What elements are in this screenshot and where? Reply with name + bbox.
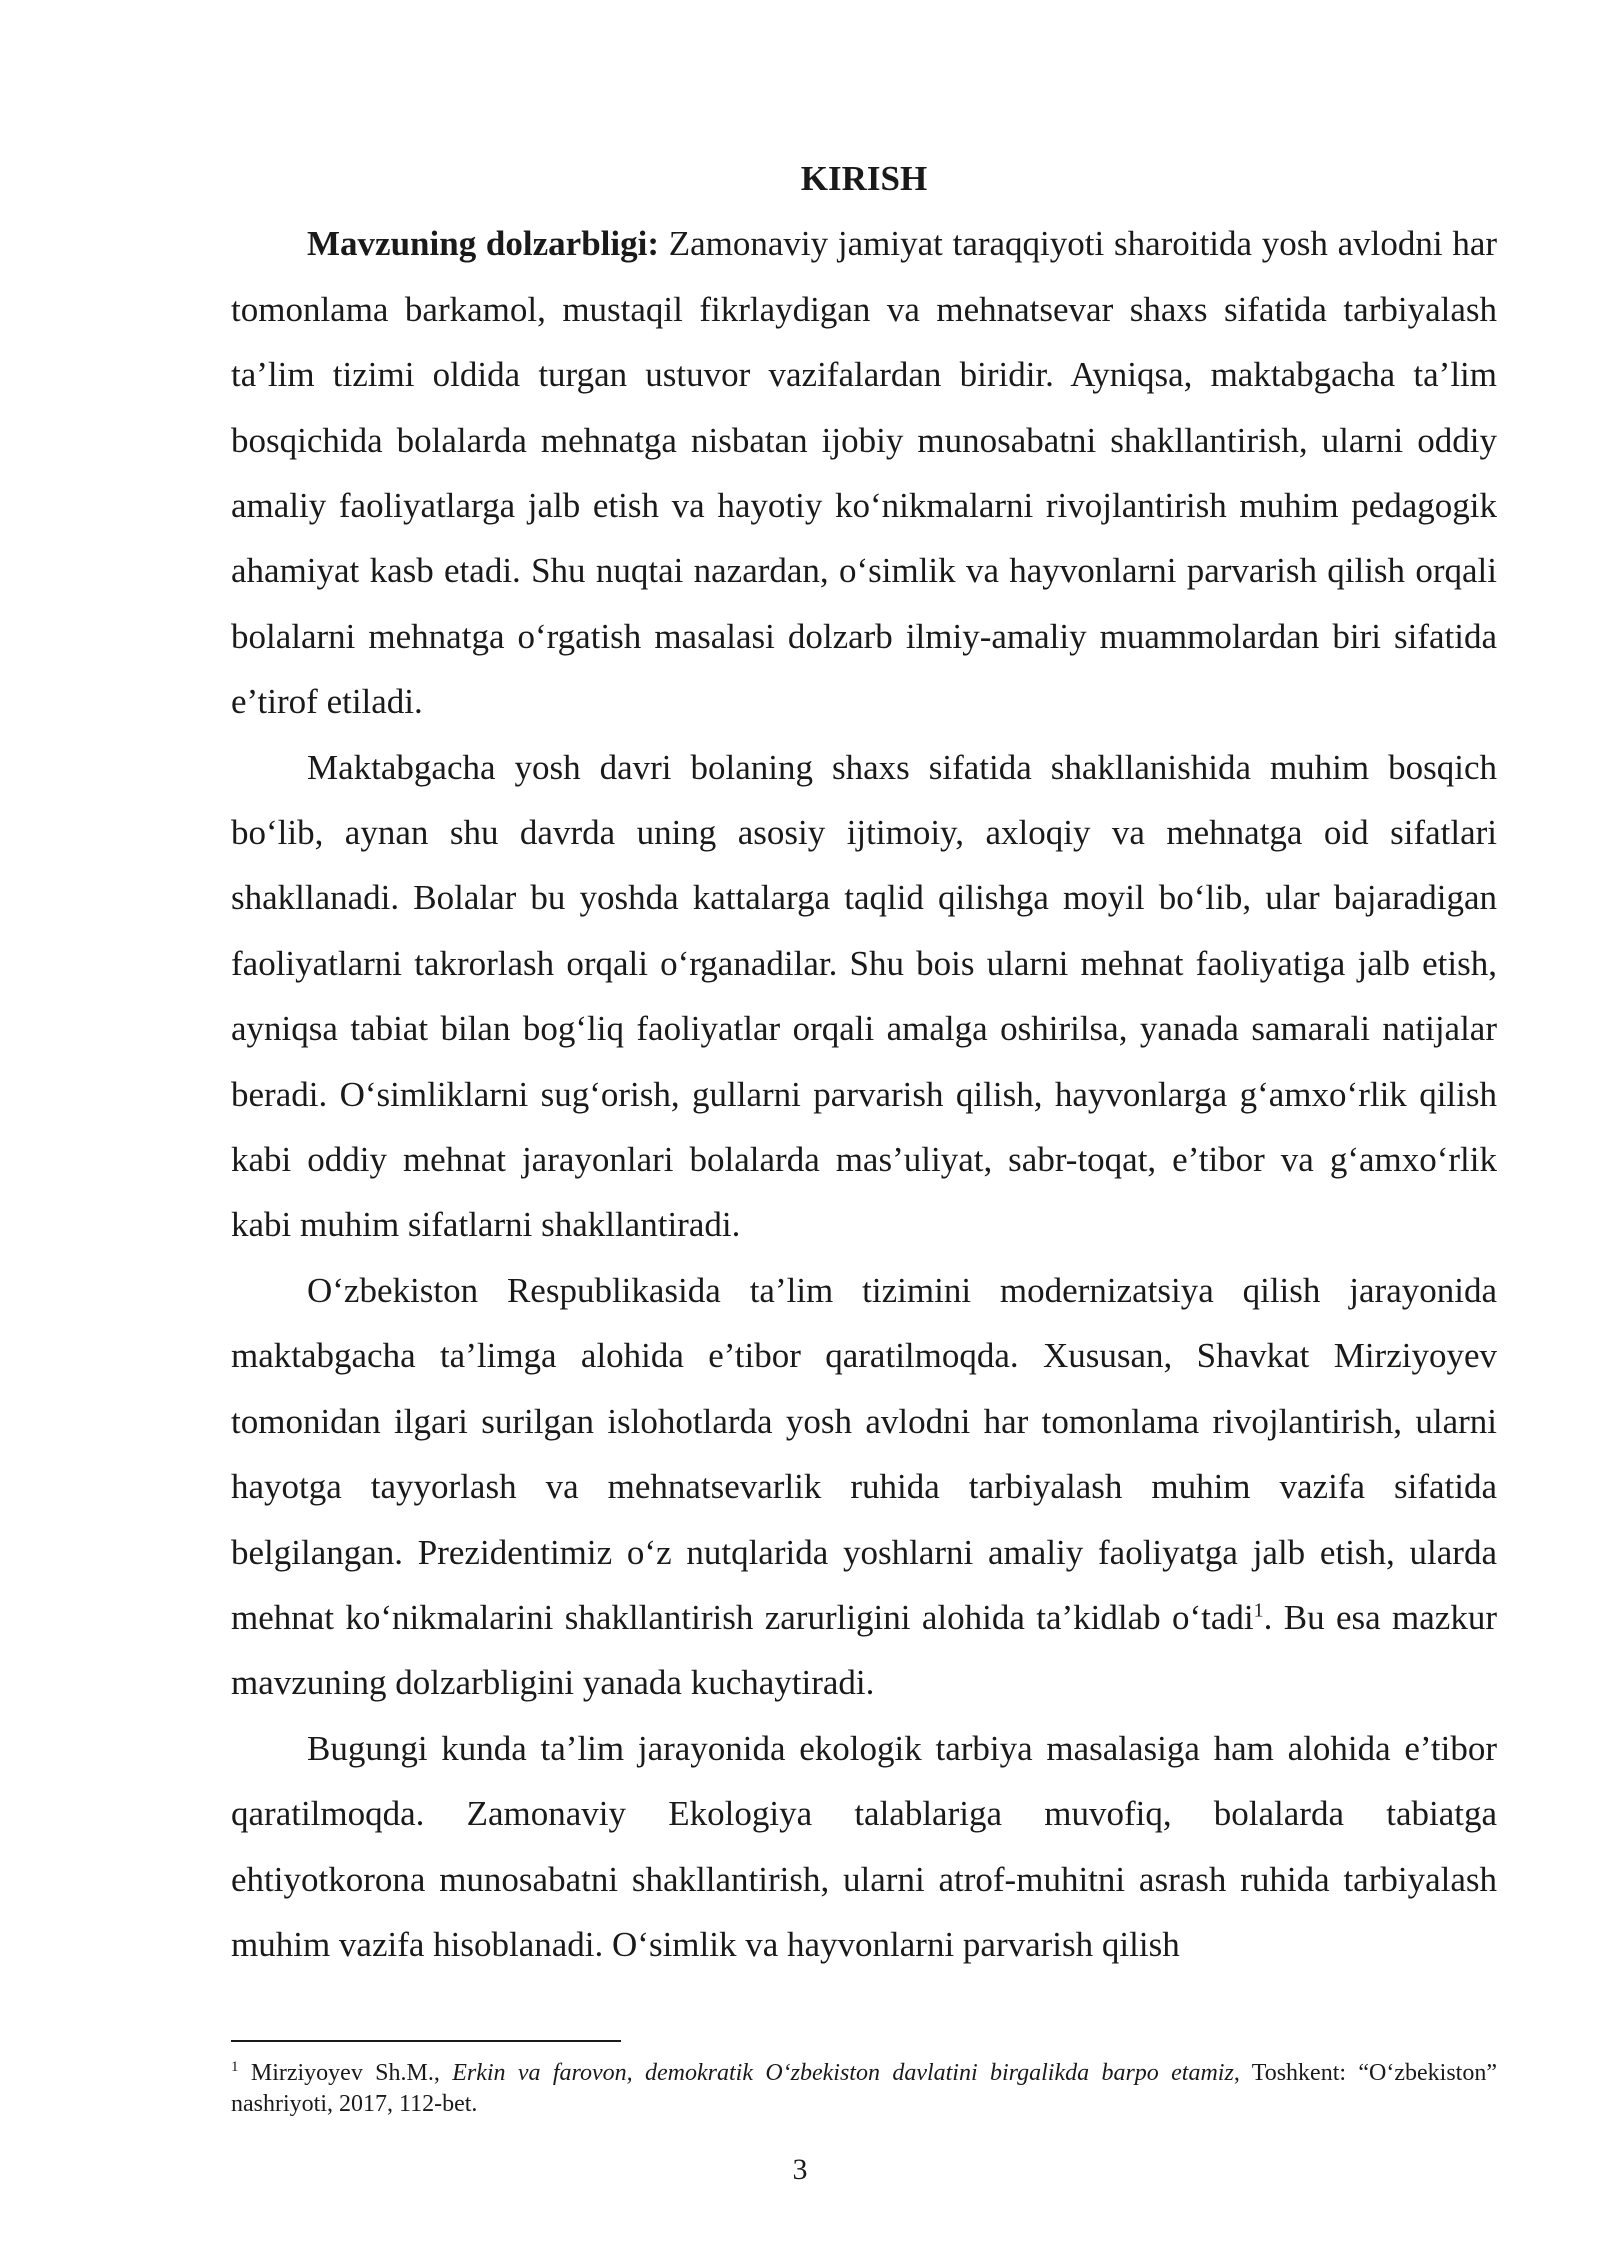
paragraph-lead: Mavzuning dolzarbligi: [307,224,659,264]
paragraph-text: Maktabgacha yosh davri bolaning shaxs sifatida shakllanishida muhim bosqich bo‘lib, aynan shu davrda uning asosiy ijtimoiy, axloqiy va mehnatga oid sifatlari shakllanadi. Bolalar bu yoshda kattalarga taqlid qilishga moyil bo‘lib, ular bajaradigan faoliyatlarni takrorlash orqali o‘rganadilar. Shu bois ularni mehnat faoliyatiga jalb etish, ayniqsa tabiat bilan bog‘liq faoliyatlar orqali amalga oshirilsa, yanada samarali natijalar beradi. O‘simliklarni sug‘orish, gullarni parvarish qilish, hayvonlarga g‘amxo‘rlik qilish kabi oddiy mehnat jarayonlari bolalarda mas’uliyat, sabr-toqat, e’tibor va g‘amxo‘rlik kabi muhim sifatlarni shakllantiradi. [231,747,1497,1245]
footnote-text: Mirziyoyev Sh.M., [238,2060,453,2086]
footnote-reference[interactable]: 1 [1253,1599,1264,1622]
footnote-book-title: Erkin va farovon, demokratik O‘zbekiston davlatini birgalikda barpo etamiz [452,2060,1234,2086]
footnote [231,2058,1497,2120]
paragraph-text: Bugungi kunda ta’lim jarayonida ekologik tarbiya masalasiga ham alohida e’tibor qaratilmoqda. Zamonaviy Ekologiya talablariga muvofiq, bolalarda tabiatga ehtiyotkorona munosabatni shakllantirish, ularni atrof-muhitni asrash ruhida tarbiyalash muhim vazifa hisoblanadi. O‘simlik va hayvonlarni parvarish qilish [231,1728,1497,1964]
paragraph-text: Zamonaviy jamiyat taraqqiyoti sharoitida yosh avlodni har tomonlama barkamol, mustaqil fikrlaydigan va mehnatsevar shaxs sifatida tarbiyalash ta’lim tizimi oldida turgan ustuvor vazifalardan biridir. Ayniqsa, maktabgacha ta’lim bosqichida bolalarda mehnatga nisbatan ijobiy munosabatni shakllantirish, ularni oddiy amaliy faoliyatlarga jalb etish va hayotiy ko‘nikmalarni rivojlantirish muhim pedagogik ahamiyat kasb etadi. Shu nuqtai nazardan, o‘simlik va hayvonlarni parvarish qilish orqali bolalarni mehnatga o‘rgatish masalasi dolzarb ilmiy-amaliy muammolardan biri sifatida e’tirof etiladi. [231,224,1498,722]
footnote-separator [231,2040,621,2042]
paragraph-ecology [231,1716,1497,1978]
footnote-number: 1 [231,2059,239,2075]
footnote-text: , Toshkent: “O‘zbekiston” nashriyoti, 2017, 112-bet. [231,2060,1498,2117]
paragraph-relevance [231,211,1497,734]
page-number: 3 [792,2153,808,2186]
paragraph-uzbekistan-reform [231,1258,1497,1716]
body-text [231,146,1497,1977]
paragraph-text: . Bu esa mazkur mavzuning dolzarbligini yanada kuchaytiradi. [231,1597,1497,1703]
paragraph-preschool-age [231,735,1497,1258]
paragraph-text: O‘zbekiston Respublikasida ta’lim tizimini modernizatsiya qilish jarayonida maktabgacha ta’limga alohida e’tibor qaratilmoqda. Xususan, Shavkat Mirziyoyev tomonidan ilgari surilgan islohotlarda yosh avlodni har tomonlama rivojlantirish, ularni hayotga tayyorlash va mehnatsevarlik ruhida tarbiyalash muhim vazifa sifatida belgilangan. Prezidentimiz o‘z nutqlarida yoshlarni amaliy faoliyatga jalb etish, ularda mehnat ko‘nikmalarini shakllantirish zarurligini alohida ta’kidlab o‘tadi [231,1270,1497,1637]
section-title: KIRISH [800,159,928,198]
